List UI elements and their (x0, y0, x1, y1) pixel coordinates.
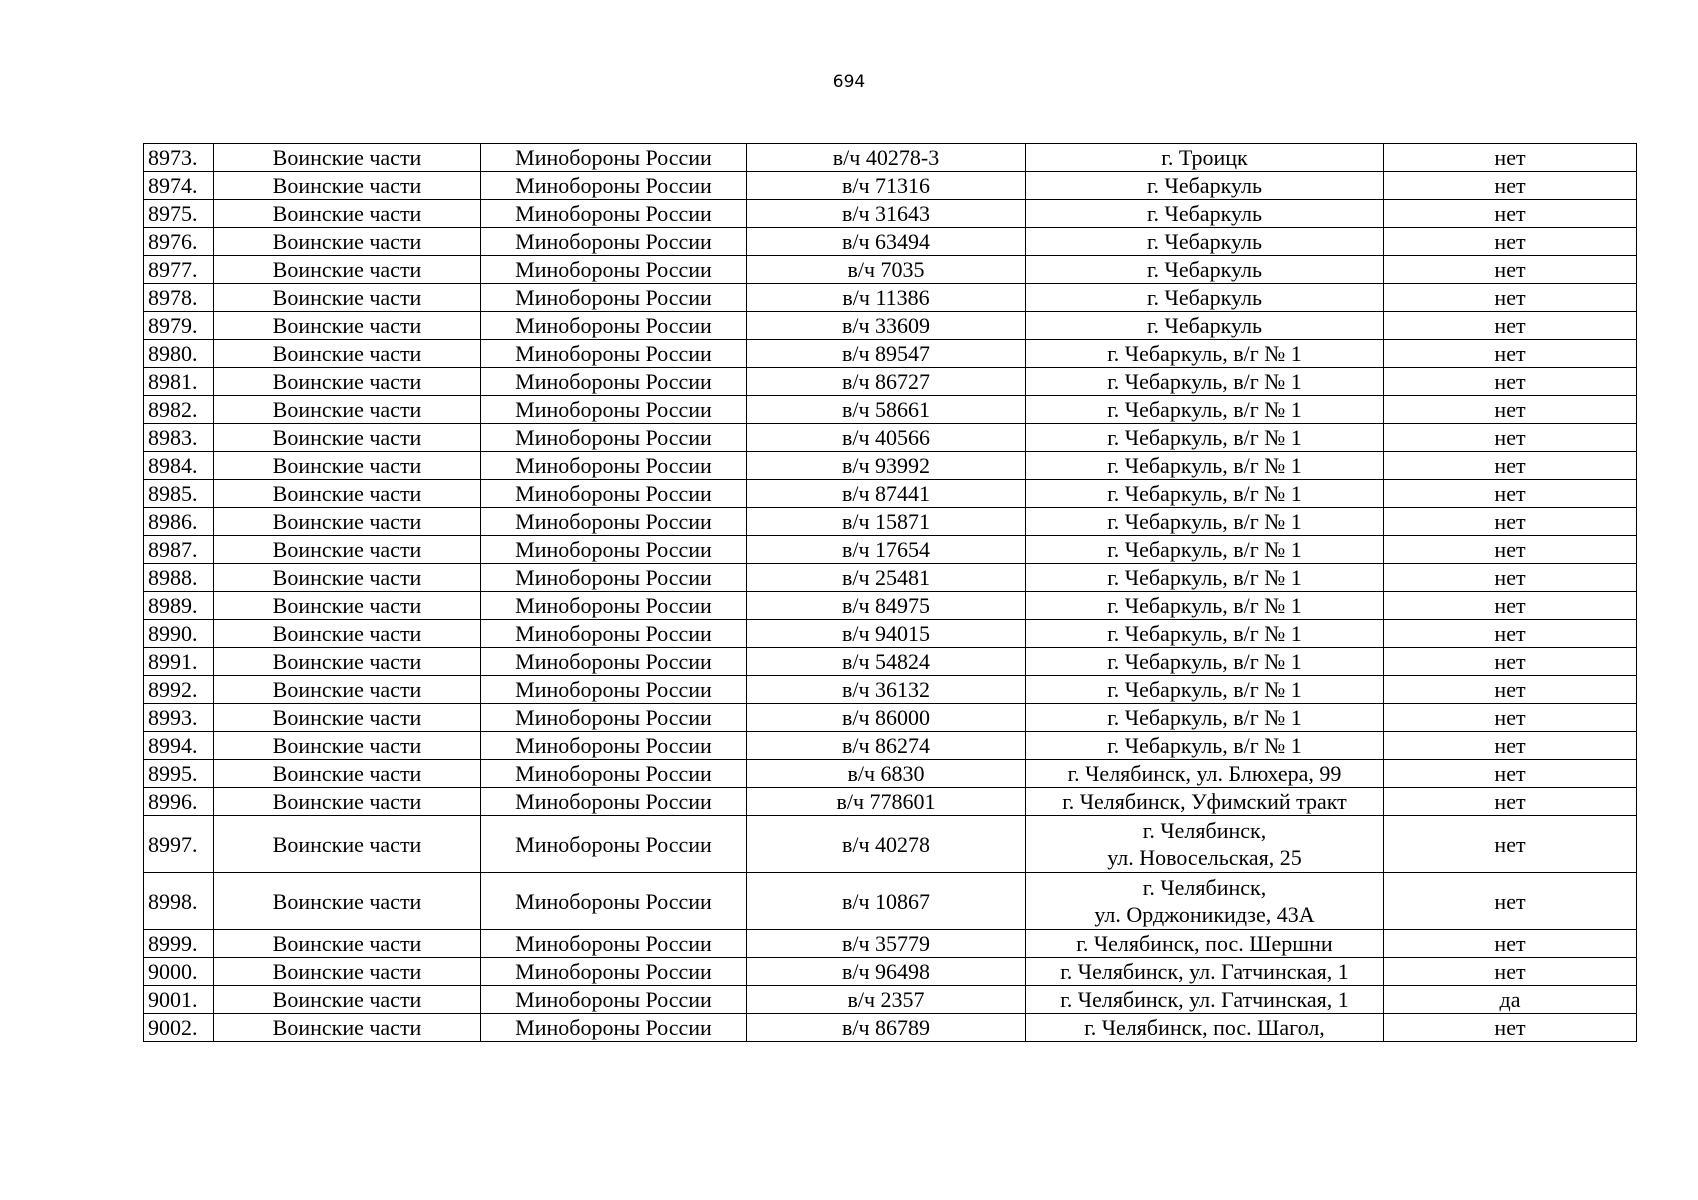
cell-unit: в/ч 84975 (747, 592, 1026, 620)
table-row (144, 958, 1637, 986)
cell-flag: нет (1384, 873, 1637, 930)
cell-category: Воинские части (214, 1014, 481, 1042)
cell-ministry: Минобороны России (481, 452, 747, 480)
cell-unit: в/ч 89547 (747, 340, 1026, 368)
cell-number: 8973. (144, 144, 214, 172)
cell-category: Воинские части (214, 312, 481, 340)
cell-number: 8988. (144, 564, 214, 592)
address-line: г. Чебаркуль, в/г № 1 (1107, 677, 1302, 702)
table-row (144, 200, 1637, 228)
cell-unit: в/ч 71316 (747, 172, 1026, 200)
cell-address (1026, 312, 1384, 340)
cell-unit: в/ч 86727 (747, 368, 1026, 396)
cell-flag: нет (1384, 816, 1637, 873)
cell-flag: нет (1384, 200, 1637, 228)
cell-number: 8996. (144, 788, 214, 816)
cell-number: 8974. (144, 172, 214, 200)
cell-ministry: Минобороны России (481, 480, 747, 508)
cell-unit: в/ч 31643 (747, 200, 1026, 228)
cell-flag: нет (1384, 564, 1637, 592)
cell-category: Воинские части (214, 676, 481, 704)
cell-flag: нет (1384, 396, 1637, 424)
cell-category: Воинские части (214, 536, 481, 564)
cell-flag: нет (1384, 368, 1637, 396)
table-row (144, 732, 1637, 760)
cell-flag: нет (1384, 284, 1637, 312)
cell-unit: в/ч 63494 (747, 228, 1026, 256)
cell-number: 8984. (144, 452, 214, 480)
address-line: г. Челябинск, пос. Шагол, (1084, 1015, 1325, 1040)
cell-unit: в/ч 7035 (747, 256, 1026, 284)
cell-flag: нет (1384, 930, 1637, 958)
cell-unit: в/ч 17654 (747, 536, 1026, 564)
cell-flag: нет (1384, 536, 1637, 564)
cell-flag: нет (1384, 592, 1637, 620)
cell-ministry: Минобороны России (481, 788, 747, 816)
cell-address (1026, 424, 1384, 452)
cell-address (1026, 620, 1384, 648)
cell-ministry: Минобороны России (481, 396, 747, 424)
cell-category: Воинские части (214, 873, 481, 930)
cell-ministry: Минобороны России (481, 676, 747, 704)
cell-flag: нет (1384, 340, 1637, 368)
cell-flag: нет (1384, 172, 1637, 200)
cell-ministry: Минобороны России (481, 592, 747, 620)
cell-flag: нет (1384, 732, 1637, 760)
cell-address (1026, 396, 1384, 424)
cell-ministry: Минобороны России (481, 312, 747, 340)
cell-address (1026, 172, 1384, 200)
cell-category: Воинские части (214, 480, 481, 508)
table-row (144, 368, 1637, 396)
table-row (144, 676, 1637, 704)
cell-ministry: Минобороны России (481, 144, 747, 172)
cell-ministry: Минобороны России (481, 284, 747, 312)
cell-address (1026, 1014, 1384, 1042)
cell-unit: в/ч 15871 (747, 508, 1026, 536)
table-row (144, 536, 1637, 564)
cell-category: Воинские части (214, 564, 481, 592)
cell-number: 8989. (144, 592, 214, 620)
cell-address (1026, 873, 1384, 930)
table-row (144, 873, 1637, 930)
cell-category: Воинские части (214, 452, 481, 480)
table-row (144, 930, 1637, 958)
cell-ministry: Минобороны России (481, 958, 747, 986)
cell-flag: нет (1384, 144, 1637, 172)
cell-number: 9000. (144, 958, 214, 986)
cell-address (1026, 648, 1384, 676)
cell-ministry: Минобороны России (481, 564, 747, 592)
cell-address (1026, 958, 1384, 986)
table-row (144, 508, 1637, 536)
address-line: г. Чебаркуль, в/г № 1 (1107, 509, 1302, 534)
cell-number: 8980. (144, 340, 214, 368)
cell-number: 8983. (144, 424, 214, 452)
cell-ministry: Минобороны России (481, 648, 747, 676)
cell-address (1026, 788, 1384, 816)
table-body (144, 144, 1637, 1042)
table-row (144, 172, 1637, 200)
cell-address (1026, 930, 1384, 958)
cell-ministry: Минобороны России (481, 1014, 747, 1042)
cell-number: 8987. (144, 536, 214, 564)
cell-category: Воинские части (214, 396, 481, 424)
cell-ministry: Минобороны России (481, 536, 747, 564)
address-line: г. Чебаркуль, в/г № 1 (1107, 453, 1302, 478)
table-row (144, 648, 1637, 676)
table-row (144, 986, 1637, 1014)
address-line: г. Чебаркуль (1147, 173, 1262, 198)
cell-unit: в/ч 94015 (747, 620, 1026, 648)
cell-ministry: Минобороны России (481, 816, 747, 873)
table-row (144, 340, 1637, 368)
cell-ministry: Минобороны России (481, 200, 747, 228)
table-row (144, 1014, 1637, 1042)
cell-address (1026, 144, 1384, 172)
cell-address (1026, 368, 1384, 396)
cell-flag: нет (1384, 424, 1637, 452)
cell-ministry: Минобороны России (481, 508, 747, 536)
cell-ministry: Минобороны России (481, 760, 747, 788)
cell-category: Воинские части (214, 788, 481, 816)
address-line: г. Челябинск, пос. Шершни (1076, 931, 1333, 956)
cell-number: 8994. (144, 732, 214, 760)
cell-number: 8990. (144, 620, 214, 648)
cell-address (1026, 508, 1384, 536)
cell-unit: в/ч 40278-3 (747, 144, 1026, 172)
address-line: г. Челябинск, ул. Гатчинская, 1 (1060, 959, 1349, 984)
address-line: г. Челябинск, Уфимский тракт (1062, 789, 1347, 814)
table-row (144, 452, 1637, 480)
cell-ministry: Минобороны России (481, 424, 747, 452)
cell-category: Воинские части (214, 648, 481, 676)
cell-unit: в/ч 778601 (747, 788, 1026, 816)
cell-unit: в/ч 6830 (747, 760, 1026, 788)
cell-category: Воинские части (214, 256, 481, 284)
table-row (144, 760, 1637, 788)
cell-unit: в/ч 86789 (747, 1014, 1026, 1042)
cell-flag: нет (1384, 1014, 1637, 1042)
cell-flag: нет (1384, 676, 1637, 704)
table-row (144, 228, 1637, 256)
cell-ministry: Минобороны России (481, 930, 747, 958)
table-row (144, 424, 1637, 452)
cell-number: 8975. (144, 200, 214, 228)
table-row (144, 704, 1637, 732)
cell-category: Воинские части (214, 228, 481, 256)
cell-category: Воинские части (214, 592, 481, 620)
cell-flag: нет (1384, 760, 1637, 788)
cell-flag: нет (1384, 508, 1637, 536)
address-line: г. Чебаркуль, в/г № 1 (1107, 397, 1302, 422)
address-line: г. Чебаркуль, в/г № 1 (1107, 621, 1302, 646)
address-line: г. Троицк (1161, 145, 1248, 170)
cell-number: 8977. (144, 256, 214, 284)
cell-number: 8993. (144, 704, 214, 732)
table-row (144, 816, 1637, 873)
table-row (144, 312, 1637, 340)
cell-category: Воинские части (214, 200, 481, 228)
table-row (144, 396, 1637, 424)
cell-address (1026, 228, 1384, 256)
cell-unit: в/ч 35779 (747, 930, 1026, 958)
cell-category: Воинские части (214, 760, 481, 788)
cell-category: Воинские части (214, 704, 481, 732)
cell-flag: нет (1384, 256, 1637, 284)
cell-flag: нет (1384, 480, 1637, 508)
table-row (144, 620, 1637, 648)
cell-ministry: Минобороны России (481, 732, 747, 760)
cell-address (1026, 452, 1384, 480)
cell-number: 8992. (144, 676, 214, 704)
cell-unit: в/ч 36132 (747, 676, 1026, 704)
cell-category: Воинские части (214, 958, 481, 986)
cell-address (1026, 592, 1384, 620)
cell-flag: нет (1384, 648, 1637, 676)
cell-address (1026, 732, 1384, 760)
address-line: г. Чебаркуль, в/г № 1 (1107, 593, 1302, 618)
cell-number: 8986. (144, 508, 214, 536)
cell-number: 8979. (144, 312, 214, 340)
page-number: 694 (832, 72, 866, 92)
cell-unit: в/ч 86274 (747, 732, 1026, 760)
cell-number: 8985. (144, 480, 214, 508)
cell-category: Воинские части (214, 986, 481, 1014)
cell-address (1026, 676, 1384, 704)
address-line: г. Чебаркуль (1147, 229, 1262, 254)
cell-unit: в/ч 40278 (747, 816, 1026, 873)
cell-unit: в/ч 87441 (747, 480, 1026, 508)
cell-number: 8982. (144, 396, 214, 424)
cell-number: 8978. (144, 284, 214, 312)
cell-address (1026, 340, 1384, 368)
cell-unit: в/ч 93992 (747, 452, 1026, 480)
cell-flag: да (1384, 986, 1637, 1014)
cell-ministry: Минобороны России (481, 704, 747, 732)
cell-unit: в/ч 11386 (747, 284, 1026, 312)
cell-address (1026, 816, 1384, 873)
cell-flag: нет (1384, 788, 1637, 816)
table-row (144, 284, 1637, 312)
cell-address (1026, 760, 1384, 788)
cell-category: Воинские части (214, 424, 481, 452)
cell-flag: нет (1384, 958, 1637, 986)
address-line: ул. Орджоникидзе, 43А (1094, 902, 1315, 927)
cell-unit: в/ч 25481 (747, 564, 1026, 592)
cell-category: Воинские части (214, 508, 481, 536)
cell-number: 8995. (144, 760, 214, 788)
cell-category: Воинские части (214, 172, 481, 200)
cell-number: 8991. (144, 648, 214, 676)
cell-number: 8999. (144, 930, 214, 958)
address-line: ул. Новосельская, 25 (1107, 845, 1302, 870)
table-row (144, 592, 1637, 620)
cell-address (1026, 704, 1384, 732)
address-line: г. Челябинск, (1142, 875, 1267, 900)
cell-unit: в/ч 40566 (747, 424, 1026, 452)
address-line: г. Чебаркуль, в/г № 1 (1107, 649, 1302, 674)
cell-category: Воинские части (214, 144, 481, 172)
cell-category: Воинские части (214, 732, 481, 760)
address-line: г. Чебаркуль (1147, 201, 1262, 226)
cell-ministry: Минобороны России (481, 620, 747, 648)
cell-unit: в/ч 2357 (747, 986, 1026, 1014)
cell-ministry: Минобороны России (481, 368, 747, 396)
cell-unit: в/ч 58661 (747, 396, 1026, 424)
cell-address (1026, 480, 1384, 508)
address-line: г. Чебаркуль, в/г № 1 (1107, 369, 1302, 394)
cell-category: Воинские части (214, 284, 481, 312)
address-line: г. Чебаркуль, в/г № 1 (1107, 481, 1302, 506)
cell-address (1026, 284, 1384, 312)
address-line: г. Чебаркуль, в/г № 1 (1107, 537, 1302, 562)
cell-number: 8981. (144, 368, 214, 396)
address-line: г. Чебаркуль, в/г № 1 (1107, 425, 1302, 450)
cell-unit: в/ч 54824 (747, 648, 1026, 676)
table-row (144, 564, 1637, 592)
address-line: г. Чебаркуль, в/г № 1 (1107, 565, 1302, 590)
table-row (144, 788, 1637, 816)
address-line: г. Челябинск, ул. Гатчинская, 1 (1060, 987, 1349, 1012)
cell-address (1026, 200, 1384, 228)
cell-category: Воинские части (214, 620, 481, 648)
cell-flag: нет (1384, 228, 1637, 256)
address-line: г. Чебаркуль (1147, 257, 1262, 282)
cell-address (1026, 256, 1384, 284)
address-line: г. Челябинск, ул. Блюхера, 99 (1067, 761, 1342, 786)
table-row (144, 256, 1637, 284)
cell-ministry: Минобороны России (481, 256, 747, 284)
cell-category: Воинские части (214, 816, 481, 873)
table-row (144, 144, 1637, 172)
address-line: г. Чебаркуль, в/г № 1 (1107, 341, 1302, 366)
cell-flag: нет (1384, 452, 1637, 480)
cell-address (1026, 564, 1384, 592)
cell-unit: в/ч 96498 (747, 958, 1026, 986)
cell-category: Воинские части (214, 930, 481, 958)
table-row (144, 480, 1637, 508)
cell-category: Воинские части (214, 340, 481, 368)
cell-number: 8998. (144, 873, 214, 930)
cell-flag: нет (1384, 620, 1637, 648)
cell-ministry: Минобороны России (481, 172, 747, 200)
military-units-table (143, 143, 1637, 1042)
cell-number: 9001. (144, 986, 214, 1014)
cell-address (1026, 536, 1384, 564)
cell-ministry: Минобороны России (481, 986, 747, 1014)
address-line: г. Чебаркуль, в/г № 1 (1107, 705, 1302, 730)
address-line: г. Чебаркуль (1147, 285, 1262, 310)
cell-number: 8976. (144, 228, 214, 256)
cell-ministry: Минобороны России (481, 873, 747, 930)
cell-flag: нет (1384, 704, 1637, 732)
address-line: г. Чебаркуль, в/г № 1 (1107, 733, 1302, 758)
address-line: г. Челябинск, (1142, 818, 1267, 843)
cell-unit: в/ч 10867 (747, 873, 1026, 930)
cell-unit: в/ч 86000 (747, 704, 1026, 732)
cell-unit: в/ч 33609 (747, 312, 1026, 340)
cell-category: Воинские части (214, 368, 481, 396)
cell-ministry: Минобороны России (481, 340, 747, 368)
cell-number: 9002. (144, 1014, 214, 1042)
cell-flag: нет (1384, 312, 1637, 340)
cell-ministry: Минобороны России (481, 228, 747, 256)
cell-number: 8997. (144, 816, 214, 873)
cell-address (1026, 986, 1384, 1014)
address-line: г. Чебаркуль (1147, 313, 1262, 338)
